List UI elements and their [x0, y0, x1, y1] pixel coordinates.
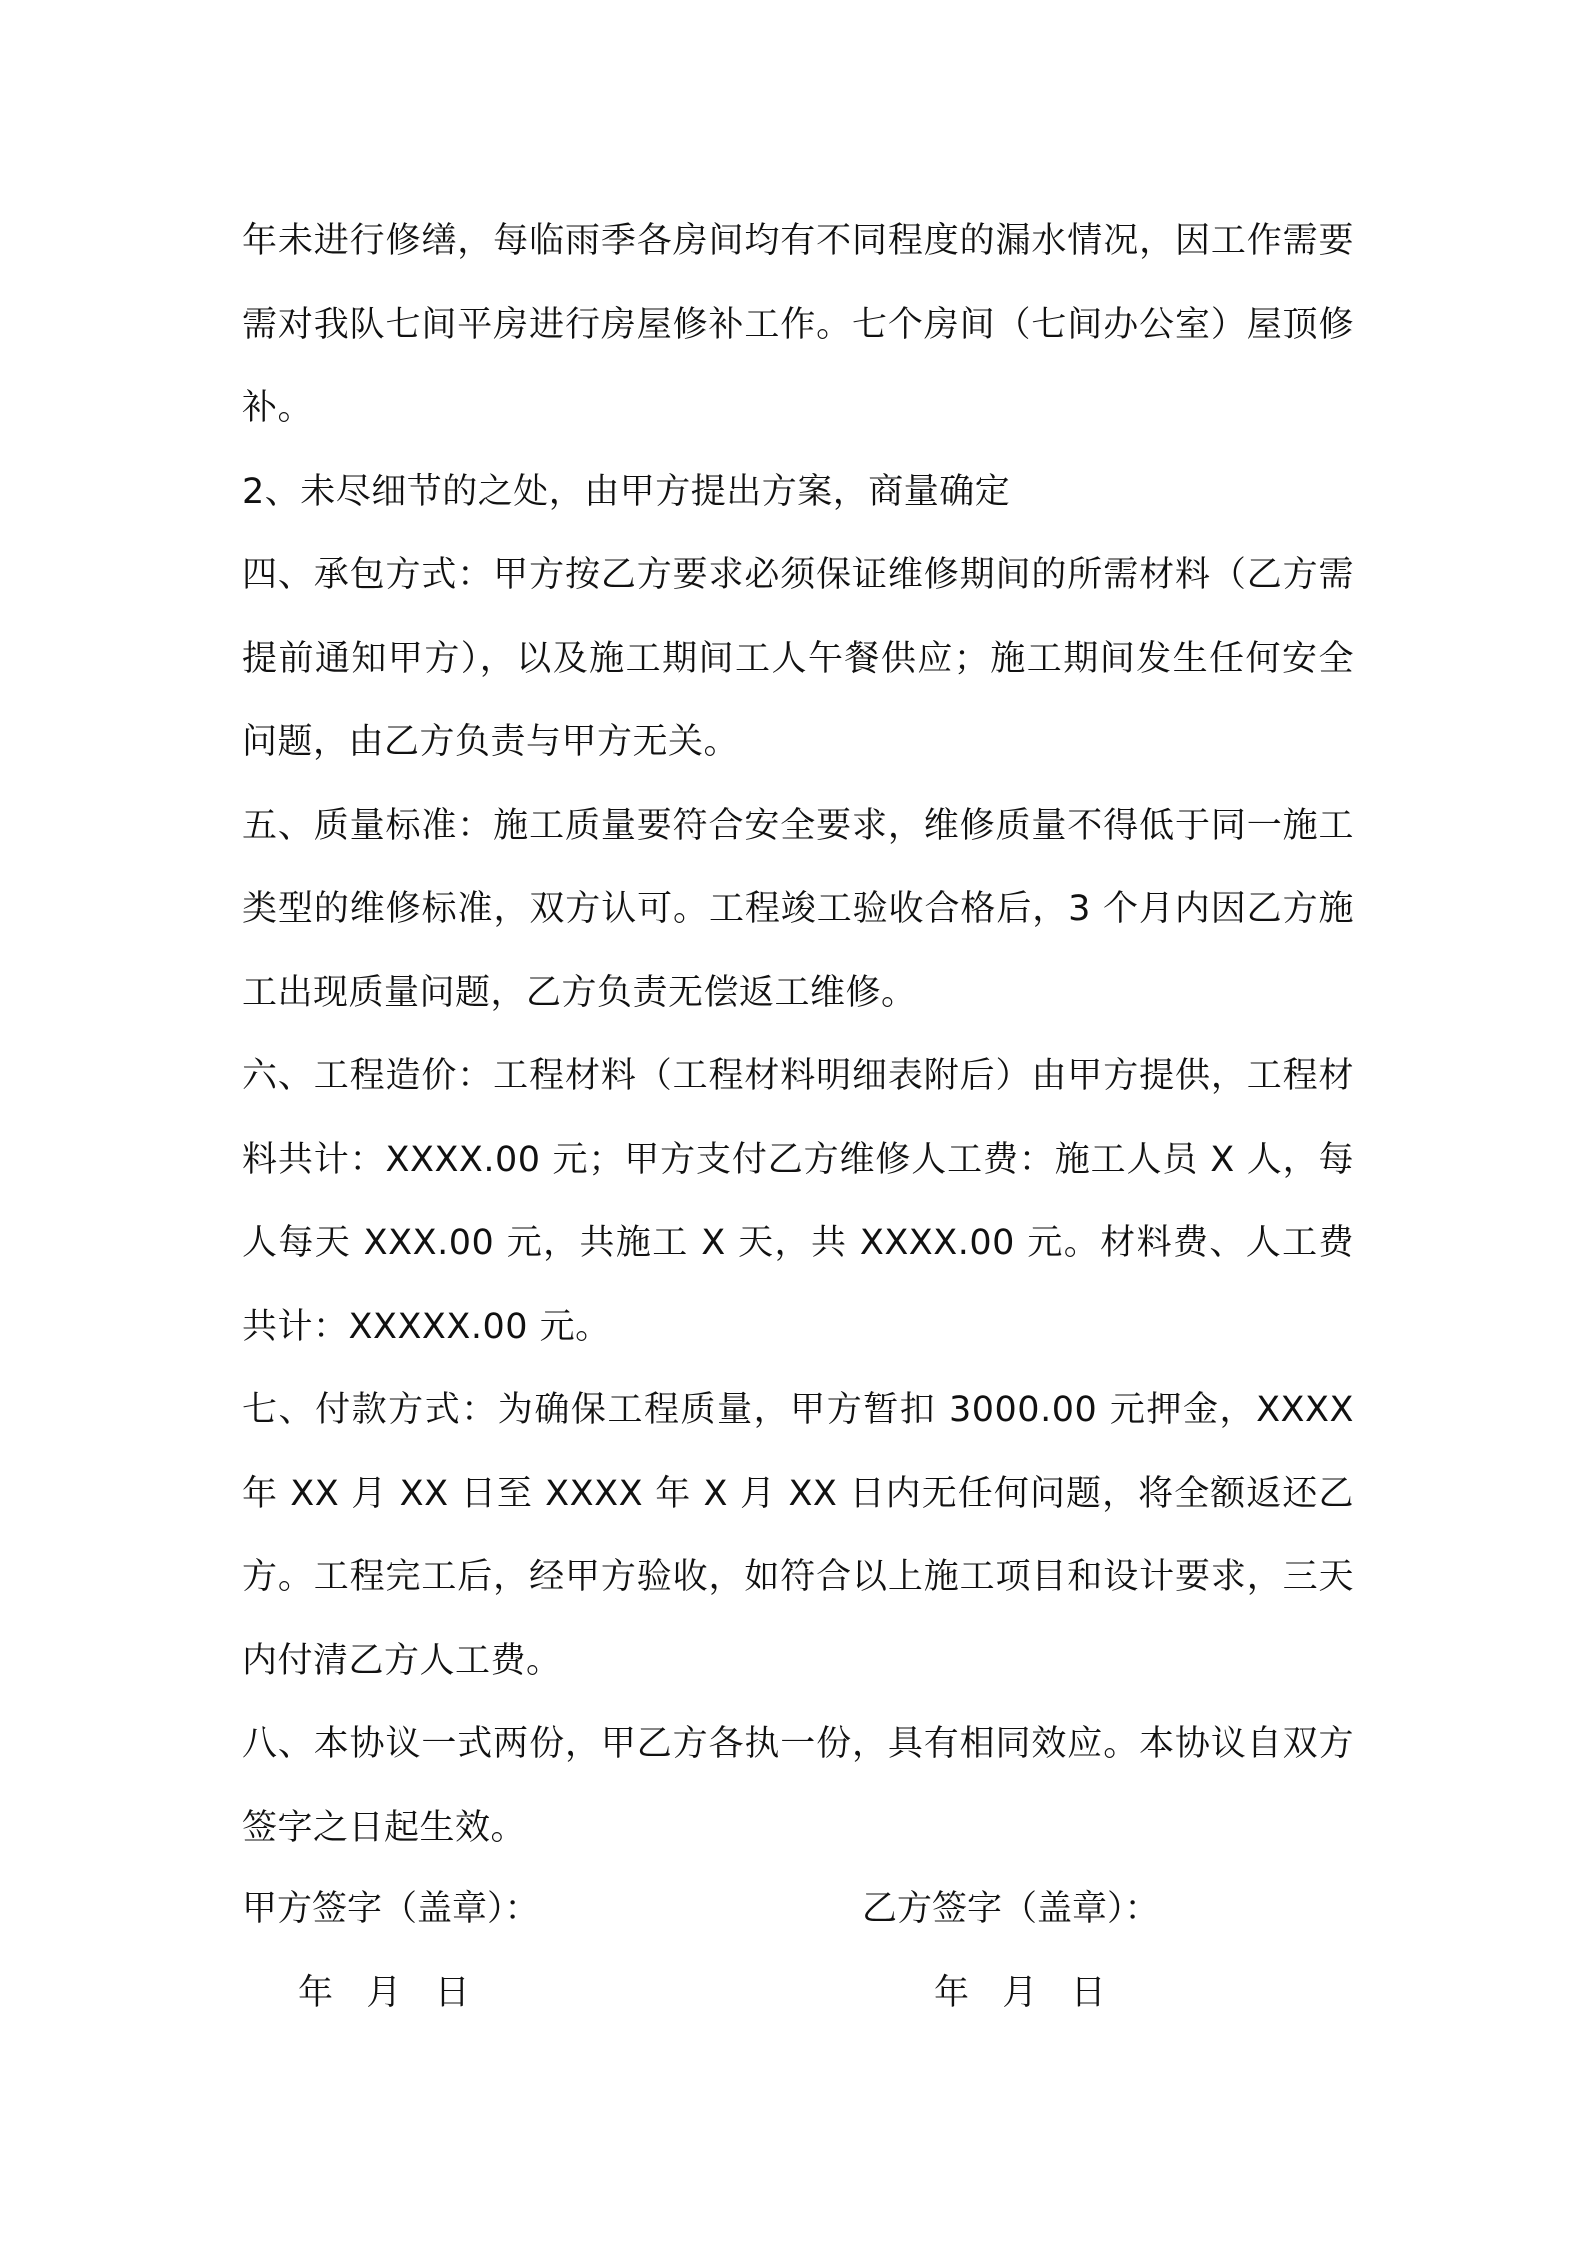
- party-a-date: 年 月 日: [298, 1973, 470, 2013]
- party-b-signature-label: 乙方签字（盖章）：: [862, 1889, 1160, 1929]
- document-body: [242, 200, 1354, 1870]
- paragraph-project-cost: 六、工程造价：工程材料（工程材料明细表附后）由甲方提供，工程材料共计：XXXX.00 元；甲方支付乙方维修人工费：施工人员 X 人，每人每天 XXX.00 元，共施工 X 天，共 XXXX.00 元。材料费、人工费共计：XXXXX.00 元。: [242, 1056, 1354, 1347]
- paragraph-contract-method: 四、承包方式：甲方按乙方要求必须保证维修期间的所需材料（乙方需提前通知甲方），以及施工期间工人午餐供应；施工期间发生任何安全问题，由乙方负责与甲方无关。: [242, 555, 1354, 762]
- party-a-signature-label: 甲方签字（盖章）：: [242, 1889, 540, 1929]
- paragraph-payment-method: 七、付款方式：为确保工程质量，甲方暂扣 3000.00 元押金，XXXX 年 XX 月 XX 日至 XXXX 年 X 月 XX 日内无任何问题，将全额返还乙方。工程完工后，经甲方验收，如符合以上施工项目和设计要求，三天内付清乙方人工费。: [242, 1390, 1354, 1681]
- party-b-date: 年 月 日: [934, 1973, 1106, 2013]
- paragraph-repair-scope: 年未进行修缮，每临雨季各房间均有不同程度的漏水情况，因工作需要需对我队七间平房进行房屋修补工作。七个房间（七间办公室）屋顶修补。: [242, 221, 1354, 428]
- paragraph-agreement-copies: 八、本协议一式两份，甲乙方各执一份，具有相同效应。本协议自双方签字之日起生效。: [242, 1724, 1354, 1848]
- paragraph-quality-standard: 五、质量标准：施工质量要符合安全要求，维修质量不得低于同一施工类型的维修标准，双方认可。工程竣工验收合格后，3 个月内因乙方施工出现质量问题，乙方负责无偿返工维修。: [242, 805, 1354, 1013]
- paragraph-clause-2: 2、未尽细节的之处，由甲方提出方案，商量确定: [242, 471, 1011, 512]
